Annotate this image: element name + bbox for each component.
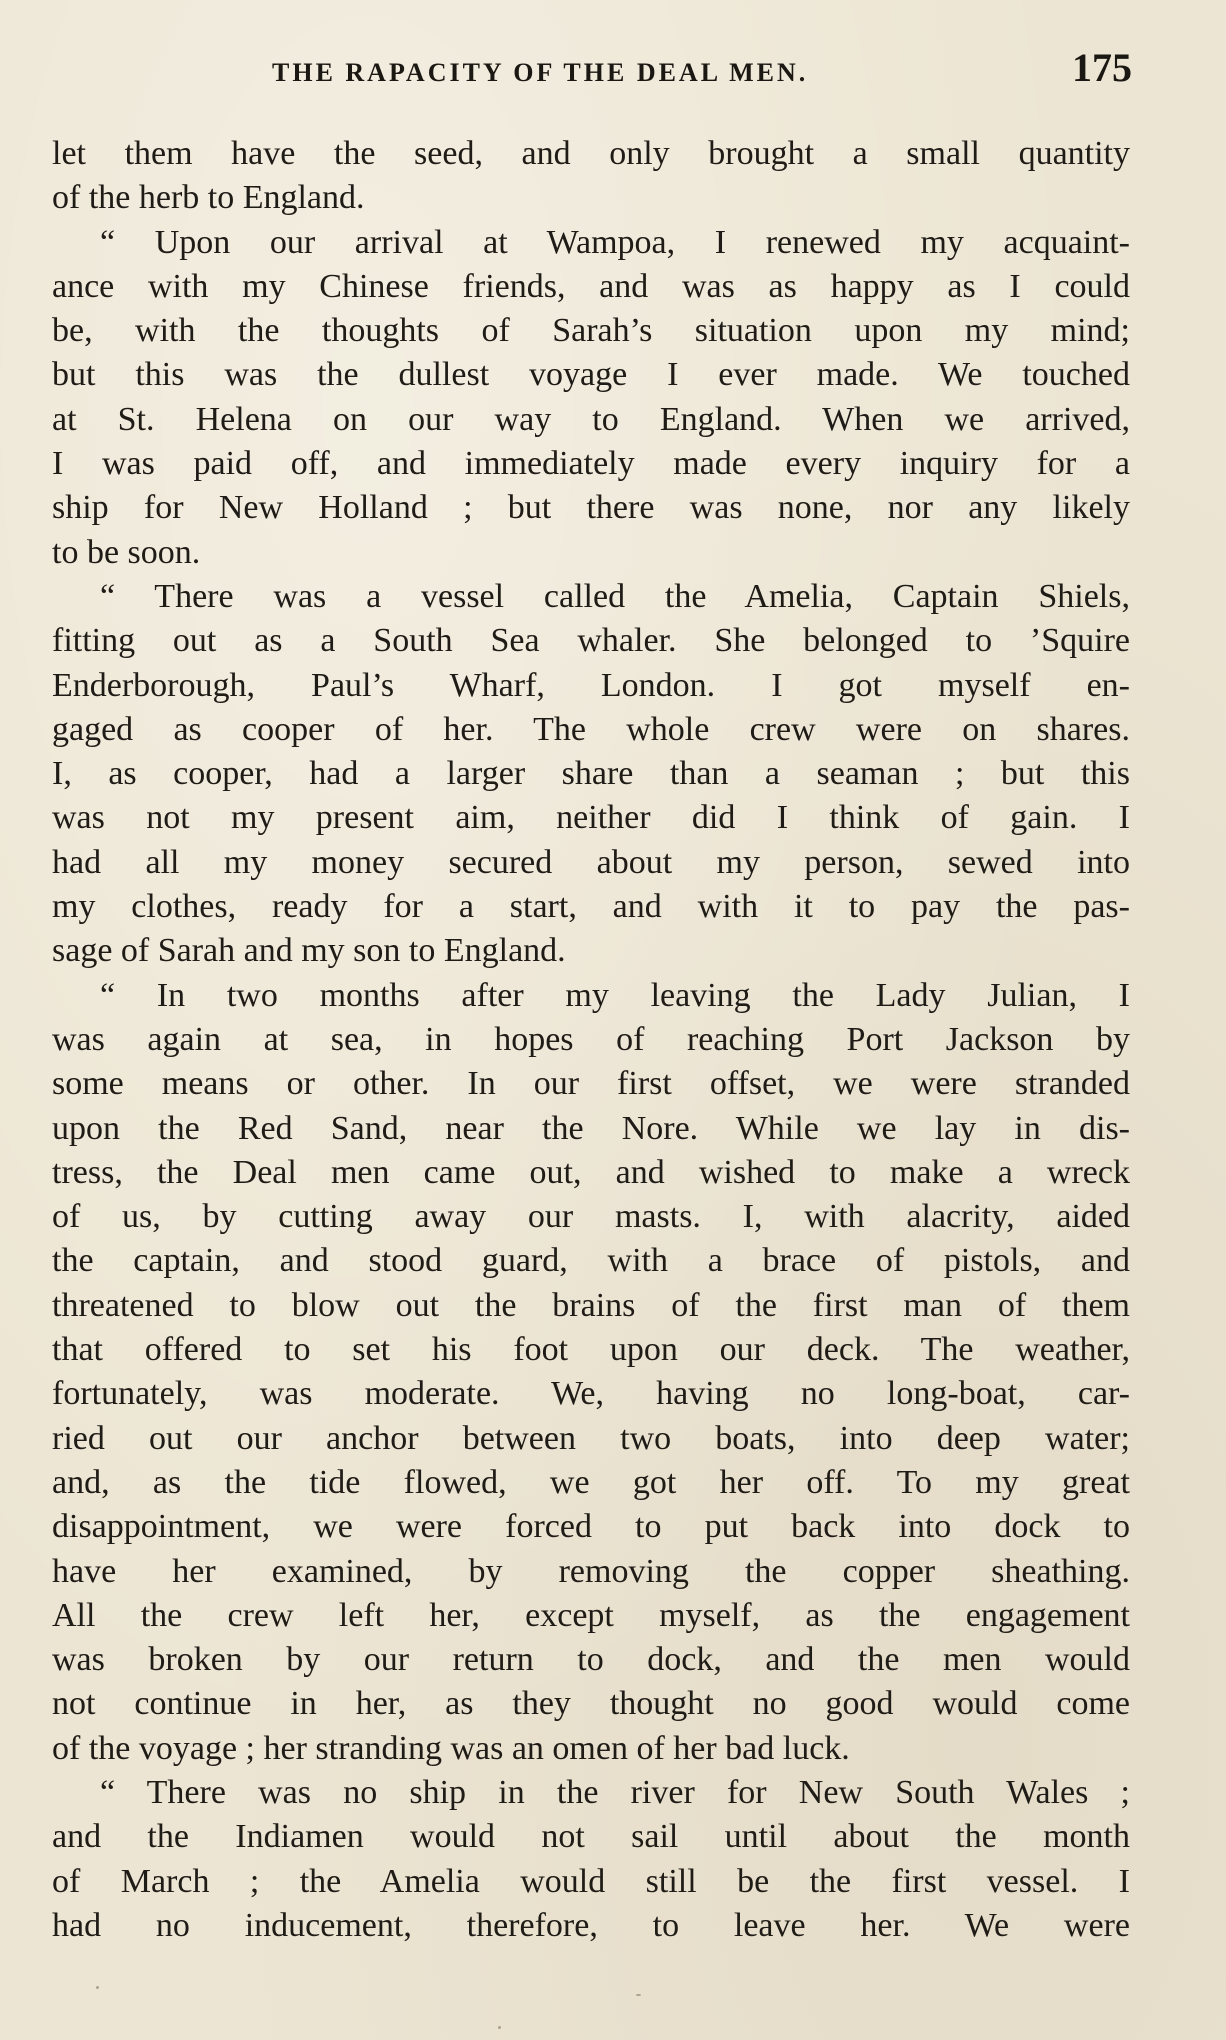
text-line bbox=[52, 575, 1130, 619]
text-line bbox=[52, 132, 1130, 176]
text-line bbox=[52, 1239, 1130, 1283]
text-line bbox=[52, 1904, 1130, 1948]
text-line-content: had all my money secured about my person, sewed into bbox=[52, 843, 1130, 881]
text-line-content: gaged as cooper of her. The whole crew were on shares. bbox=[52, 710, 1130, 748]
body-text bbox=[52, 132, 1130, 1948]
text-line-content: of the herb to England. bbox=[52, 179, 365, 217]
text-line-content: be, with the thoughts of Sarah’s situation upon my mind; bbox=[52, 312, 1130, 350]
text-line-content: Enderborough, Paul’s Wharf, London. I got myself en- bbox=[52, 666, 1130, 704]
text-line-content: fortunately, was moderate. We, having no long-boat, car- bbox=[52, 1375, 1130, 1413]
text-line-content: I was paid off, and immediately made every inquiry for a bbox=[52, 445, 1130, 483]
text-line bbox=[52, 221, 1130, 265]
text-line bbox=[52, 1860, 1130, 1904]
text-line bbox=[52, 1417, 1130, 1461]
text-line bbox=[52, 309, 1130, 353]
text-line bbox=[52, 1638, 1130, 1682]
text-line-content: ship for New Holland ; but there was none, nor any likely bbox=[52, 489, 1130, 527]
text-line-content: of March ; the Amelia would still be the first vessel. I bbox=[52, 1862, 1130, 1900]
paper-speck bbox=[96, 1986, 99, 1989]
text-line-content: and, as the tide flowed, we got her off. To my great bbox=[52, 1463, 1130, 1501]
text-line bbox=[52, 1107, 1130, 1151]
text-line bbox=[52, 1151, 1130, 1195]
text-line bbox=[52, 1594, 1130, 1638]
text-line bbox=[52, 796, 1130, 840]
text-line-content: some means or other. In our first offset, we were stranded bbox=[52, 1065, 1130, 1103]
text-line-content: upon the Red Sand, near the Nore. While we lay in dis- bbox=[52, 1109, 1130, 1147]
text-line-content: was again at sea, in hopes of reaching Port Jackson by bbox=[52, 1020, 1130, 1058]
text-line bbox=[52, 1550, 1130, 1594]
text-line bbox=[52, 442, 1130, 486]
text-line-content: that offered to set his foot upon our deck. The weather, bbox=[52, 1331, 1130, 1369]
text-line bbox=[52, 929, 1130, 973]
text-line-content: my clothes, ready for a start, and with it to pay the pas- bbox=[52, 888, 1130, 926]
text-line-content: not continue in her, as they thought no good would come bbox=[52, 1685, 1130, 1723]
text-line-content: but this was the dullest voyage I ever made. We touched bbox=[52, 356, 1130, 394]
text-line bbox=[52, 664, 1130, 708]
text-line-content: “ There was no ship in the river for New South Wales ; bbox=[100, 1773, 1130, 1811]
text-line bbox=[52, 1682, 1130, 1726]
text-line bbox=[52, 841, 1130, 885]
text-line-content: of us, by cutting away our masts. I, with alacrity, aided bbox=[52, 1198, 1130, 1236]
text-line-content: let them have the seed, and only brought a small quantity bbox=[52, 135, 1130, 172]
text-line bbox=[52, 1727, 1130, 1771]
text-line bbox=[52, 1284, 1130, 1328]
text-line bbox=[52, 1372, 1130, 1416]
text-line bbox=[52, 1815, 1130, 1859]
text-line bbox=[52, 974, 1130, 1018]
text-line-content: All the crew left her, except myself, as the engagement bbox=[52, 1596, 1130, 1634]
text-line-content: ance with my Chinese friends, and was as happy as I could bbox=[52, 267, 1130, 305]
text-line-content: had no inducement, therefore, to leave her. We were bbox=[52, 1906, 1130, 1944]
text-line-content: of the voyage ; her stranding was an omen of her bad luck. bbox=[52, 1729, 850, 1767]
text-line bbox=[52, 1328, 1130, 1372]
text-line-content: was not my present aim, neither did I think of gain. I bbox=[52, 799, 1130, 837]
text-line-content: ried out our anchor between two boats, into deep water; bbox=[52, 1419, 1130, 1457]
text-line bbox=[52, 1461, 1130, 1505]
text-line bbox=[52, 486, 1130, 530]
text-line bbox=[52, 353, 1130, 397]
running-head bbox=[52, 44, 1132, 94]
text-line bbox=[52, 265, 1130, 309]
text-line-content: was broken by our return to dock, and the men would bbox=[52, 1641, 1130, 1679]
text-line-content: have her examined, by removing the copper sheathing. bbox=[52, 1552, 1130, 1590]
text-line bbox=[52, 1195, 1130, 1239]
text-line bbox=[52, 1505, 1130, 1549]
text-line-content: at St. Helena on our way to England. When we arrived, bbox=[52, 400, 1130, 438]
text-line bbox=[52, 176, 1130, 220]
text-line-content: disappointment, we were forced to put back into dock to bbox=[52, 1508, 1130, 1546]
text-line-content: I, as cooper, had a larger share than a seaman ; but this bbox=[52, 755, 1130, 793]
text-line-content: “ Upon our arrival at Wampoa, I renewed my acquaint- bbox=[100, 223, 1130, 261]
page-number: 175 bbox=[1072, 45, 1132, 90]
text-line bbox=[52, 531, 1130, 575]
paper-speck bbox=[636, 1994, 641, 1996]
text-line-content: to be soon. bbox=[52, 533, 201, 571]
paper-speck bbox=[498, 2026, 501, 2029]
text-line-content: threatened to blow out the brains of the first man of them bbox=[52, 1286, 1130, 1324]
text-line bbox=[52, 752, 1130, 796]
text-line-content: tress, the Deal men came out, and wished to make a wreck bbox=[52, 1153, 1130, 1191]
text-line bbox=[52, 1062, 1130, 1106]
text-line bbox=[52, 1018, 1130, 1062]
text-line bbox=[52, 885, 1130, 929]
text-line bbox=[52, 708, 1130, 752]
text-line-content: fitting out as a South Sea whaler. She belonged to ’Squire bbox=[52, 622, 1130, 660]
text-line-content: and the Indiamen would not sail until about the month bbox=[52, 1818, 1130, 1856]
running-title: THE RAPACITY OF THE DEAL MEN. bbox=[272, 58, 809, 87]
text-line bbox=[52, 1771, 1130, 1815]
text-line-content: sage of Sarah and my son to England. bbox=[52, 932, 566, 970]
text-line bbox=[52, 619, 1130, 663]
text-line-content: “ In two months after my leaving the Lady Julian, I bbox=[100, 976, 1130, 1014]
text-line bbox=[52, 398, 1130, 442]
text-line-content: “ There was a vessel called the Amelia, Captain Shiels, bbox=[100, 577, 1130, 615]
text-line-content: the captain, and stood guard, with a brace of pistols, and bbox=[52, 1242, 1130, 1280]
